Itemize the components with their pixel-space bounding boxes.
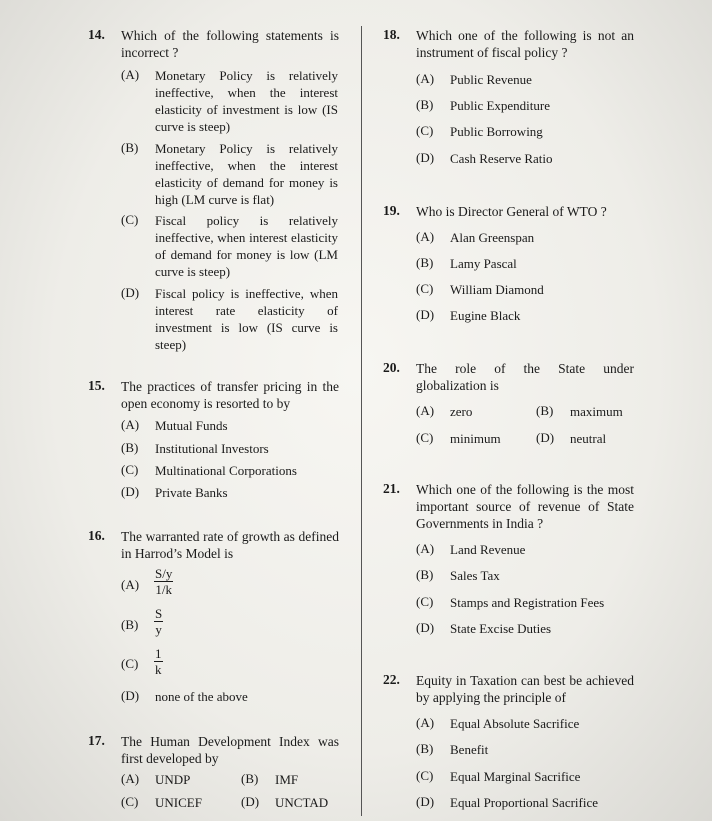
option-text: Institutional Investors — [155, 441, 269, 456]
option-text: maximum — [570, 404, 623, 419]
option-text: Private Banks — [155, 485, 228, 500]
fraction — [154, 566, 173, 597]
option-label: (B) — [241, 771, 259, 786]
fraction-denominator: k — [155, 662, 162, 677]
fraction — [154, 606, 163, 637]
option-label: (B) — [416, 741, 434, 756]
option-text: Land Revenue — [450, 542, 526, 557]
option-text: Equal Marginal Sacrifice — [450, 769, 581, 784]
option-text: State Excise Duties — [450, 621, 552, 636]
option-label: (A) — [121, 67, 140, 82]
option-label: (C) — [416, 768, 434, 783]
fraction-denominator: y — [155, 622, 162, 637]
option-text: Cash Reserve Ratio — [450, 151, 553, 166]
option-label: (B) — [416, 97, 434, 112]
option-label: (C) — [121, 462, 139, 477]
question-text: The warranted rate of growth as defined in Harrod’s Model is — [121, 529, 339, 561]
option-text: Mutual Funds — [155, 418, 228, 433]
option-label: (B) — [121, 617, 139, 632]
option-text: Alan Greenspan — [450, 230, 535, 245]
fraction-denominator: 1/k — [155, 582, 172, 597]
option-text: UNICEF — [155, 795, 202, 810]
option-text: IMF — [275, 772, 299, 787]
option-label: (C) — [416, 123, 434, 138]
option-text: minimum — [450, 431, 501, 446]
option-text: zero — [450, 404, 473, 419]
option-label: (C) — [416, 594, 434, 609]
option-label: (D) — [416, 620, 435, 635]
option-label: (B) — [536, 403, 554, 418]
option-text: Fiscal policy is ineffective, when interest rate elasticity of investment is low (IS curve is steep) — [155, 286, 338, 352]
option-label: (C) — [121, 212, 139, 227]
option-text: neutral — [570, 431, 607, 446]
question-number: 15. — [88, 378, 105, 393]
option-text: Public Expenditure — [450, 98, 551, 113]
option-label: (A) — [416, 71, 435, 86]
question-number: 19. — [383, 203, 400, 218]
option-label: (D) — [241, 794, 260, 809]
question-text: The role of the State under globalization is — [416, 361, 634, 393]
option-text: Monetary Policy is relatively ineffective, when the interest elasticity of investment is low (IS curve is steep) — [155, 68, 338, 134]
option-label: (C) — [121, 794, 139, 809]
option-text: Stamps and Registration Fees — [450, 595, 605, 610]
option-text: Public Revenue — [450, 72, 532, 87]
option-text: Lamy Pascal — [450, 256, 517, 271]
option-label: (D) — [121, 285, 140, 300]
option-text: UNCTAD — [275, 795, 329, 810]
question-number: 21. — [383, 481, 400, 496]
question-text: Equity in Taxation can best be achieved by applying the principle of — [416, 673, 634, 705]
question-number: 14. — [88, 27, 105, 42]
question-number: 22. — [383, 672, 400, 687]
fraction-numerator: 1 — [155, 646, 162, 661]
option-label: (D) — [536, 430, 555, 445]
question-text: Who is Director General of WTO ? — [416, 204, 607, 219]
option-label: (A) — [416, 541, 435, 556]
option-text: Benefit — [450, 742, 489, 757]
fraction — [154, 646, 163, 677]
fraction-numerator: S/y — [155, 566, 173, 581]
option-text: William Diamond — [450, 282, 544, 297]
question-text: Which one of the following is not an instrument of fiscal policy ? — [416, 28, 634, 60]
question-text: Which of the following statements is incorrect ? — [121, 28, 339, 60]
option-text: Sales Tax — [450, 568, 500, 583]
option-label: (A) — [121, 577, 140, 592]
question-text: The Human Development Index was first developed by — [121, 734, 339, 766]
fraction-numerator: S — [155, 606, 163, 621]
option-label: (A) — [416, 229, 435, 244]
option-text: Monetary Policy is relatively ineffective, when the interest elasticity of demand for money is high (LM curve is flat) — [155, 141, 338, 207]
option-label: (D) — [416, 794, 435, 809]
option-label: (B) — [121, 440, 139, 455]
option-label: (A) — [416, 715, 435, 730]
question-text: The practices of transfer pricing in the open economy is resorted to by — [121, 379, 339, 411]
question-number: 20. — [383, 360, 400, 375]
question-number: 18. — [383, 27, 400, 42]
question-number: 16. — [88, 528, 105, 543]
question-text: Which one of the following is the most important source of revenue of State Governments in India ? — [416, 482, 634, 531]
option-text: Public Borrowing — [450, 124, 543, 139]
option-label: (C) — [416, 281, 434, 296]
option-label: (C) — [121, 656, 139, 671]
option-label: (A) — [416, 403, 435, 418]
option-text: Equal Proportional Sacrifice — [450, 795, 599, 810]
option-label: (B) — [416, 567, 434, 582]
column-divider — [361, 26, 362, 816]
option-label: (A) — [121, 771, 140, 786]
option-text: none of the above — [155, 689, 248, 704]
option-label: (A) — [121, 417, 140, 432]
option-text: Fiscal policy is relatively ineffective, when interest elasticity of demand for money is low (LM curve is steep) — [155, 213, 338, 279]
option-text: Eugine Black — [450, 308, 521, 323]
option-label: (B) — [416, 255, 434, 270]
option-text: UNDP — [155, 772, 191, 787]
option-text: Multinational Corporations — [155, 463, 297, 478]
option-label: (D) — [121, 484, 140, 499]
option-label: (D) — [121, 688, 140, 703]
option-label: (D) — [416, 150, 435, 165]
option-label: (C) — [416, 430, 434, 445]
option-label: (B) — [121, 140, 139, 155]
option-label: (D) — [416, 307, 435, 322]
question-number: 17. — [88, 733, 105, 748]
option-text: Equal Absolute Sacrifice — [450, 716, 580, 731]
